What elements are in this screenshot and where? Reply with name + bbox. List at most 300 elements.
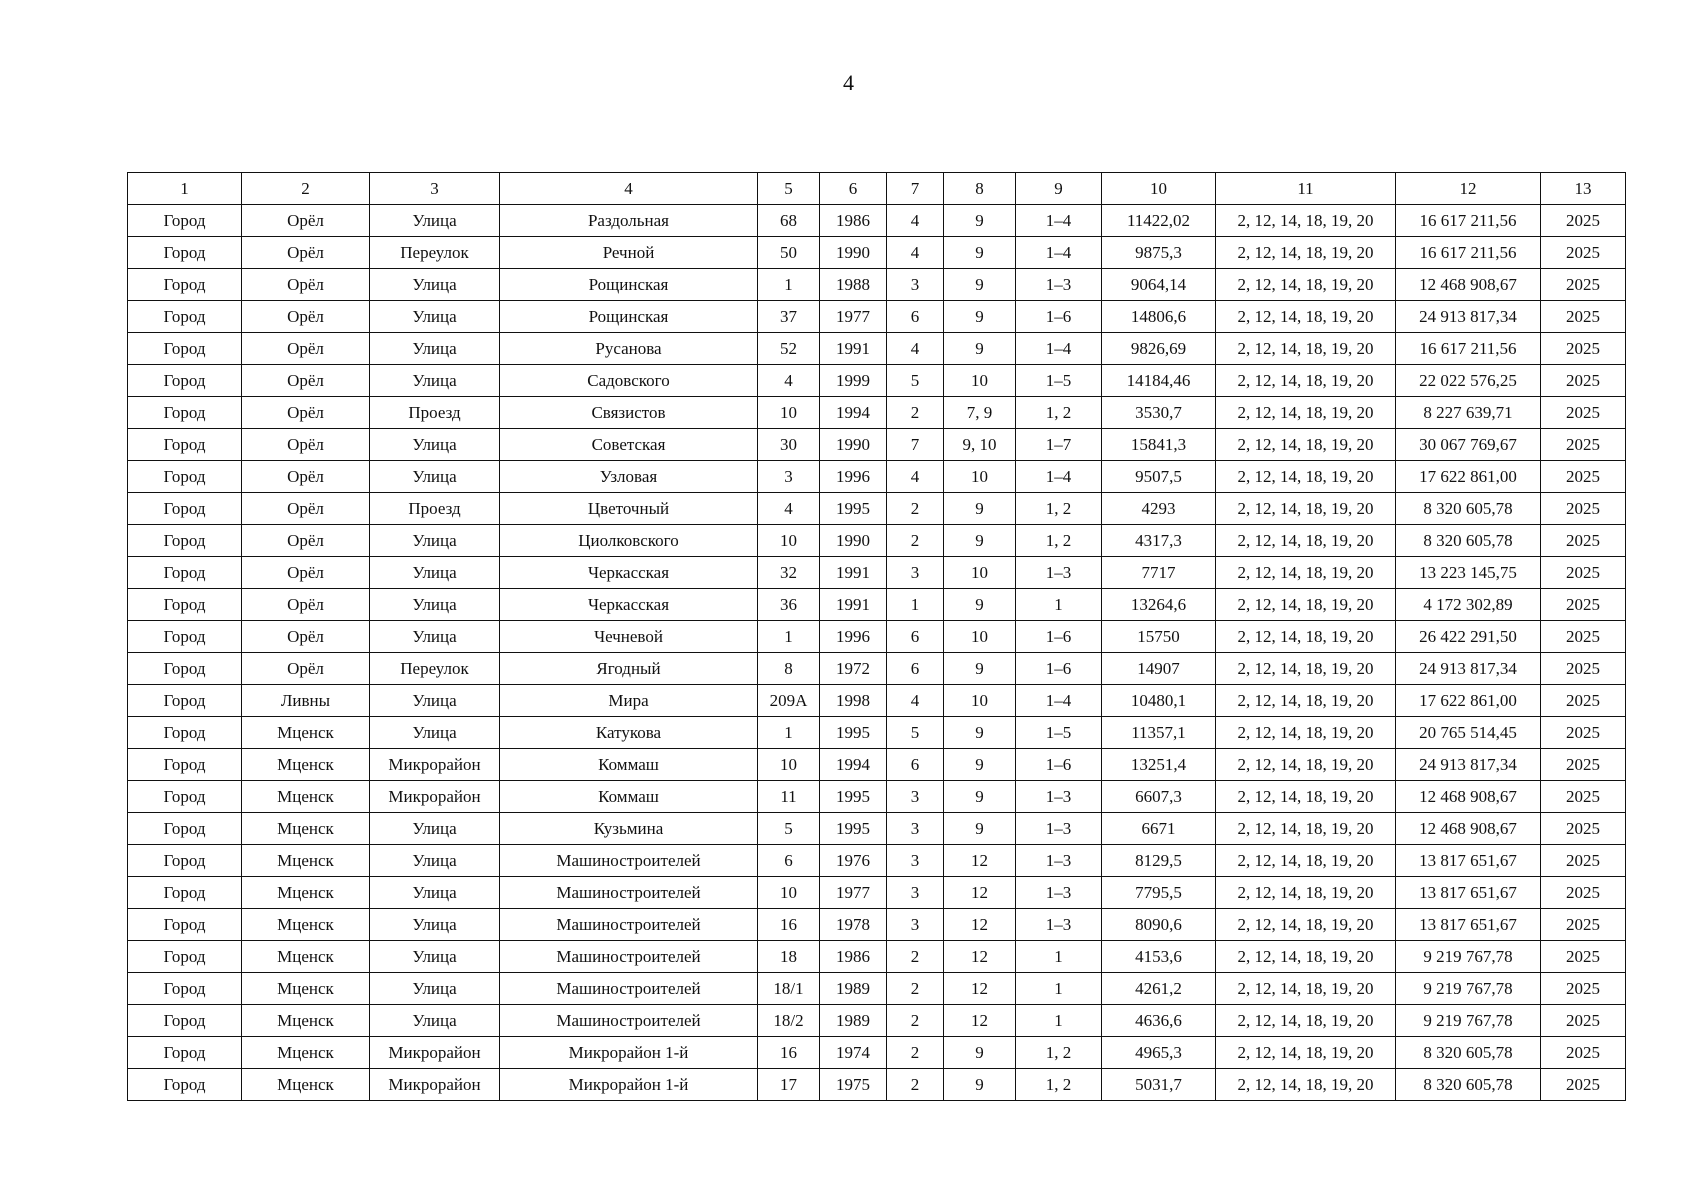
table-cell-col-4: Микрорайон 1-й	[500, 1037, 758, 1069]
table-cell-col-9: 1–3	[1016, 781, 1102, 813]
table-cell-col-1: Город	[128, 877, 242, 909]
table-cell-col-10: 9507,5	[1102, 461, 1216, 493]
table-cell-col-12: 8 320 605,78	[1396, 1037, 1541, 1069]
table-cell-col-4: Связистов	[500, 397, 758, 429]
table-cell-col-2: Мценск	[242, 781, 370, 813]
table-cell-col-12: 8 320 605,78	[1396, 493, 1541, 525]
table-cell-col-4: Катукова	[500, 717, 758, 749]
table-cell-col-3: Улица	[370, 909, 500, 941]
table-cell-col-3: Улица	[370, 589, 500, 621]
table-cell-col-10: 10480,1	[1102, 685, 1216, 717]
table-cell-col-1: Город	[128, 973, 242, 1005]
table-cell-col-6: 1999	[820, 365, 887, 397]
table-cell-col-13: 2025	[1541, 1069, 1626, 1101]
table-cell-col-3: Улица	[370, 1005, 500, 1037]
table-cell-col-12: 8 227 639,71	[1396, 397, 1541, 429]
table-cell-col-4: Чечневой	[500, 621, 758, 653]
table-cell-col-5: 17	[758, 1069, 820, 1101]
column-header-2: 2	[242, 173, 370, 205]
table-row	[128, 205, 1626, 237]
table-row	[128, 909, 1626, 941]
table-cell-col-6: 1990	[820, 237, 887, 269]
table-cell-col-2: Мценск	[242, 749, 370, 781]
table-row	[128, 877, 1626, 909]
table-row	[128, 845, 1626, 877]
table-row	[128, 941, 1626, 973]
table-row	[128, 365, 1626, 397]
table-cell-col-2: Мценск	[242, 1005, 370, 1037]
table-cell-col-8: 9	[944, 493, 1016, 525]
table-cell-col-13: 2025	[1541, 1005, 1626, 1037]
table-cell-col-12: 24 913 817,34	[1396, 301, 1541, 333]
table-cell-col-6: 1995	[820, 813, 887, 845]
table-cell-col-11: 2, 12, 14, 18, 19, 20	[1216, 205, 1396, 237]
table-cell-col-8: 12	[944, 941, 1016, 973]
table-cell-col-9: 1, 2	[1016, 397, 1102, 429]
table-cell-col-2: Мценск	[242, 1037, 370, 1069]
table-cell-col-11: 2, 12, 14, 18, 19, 20	[1216, 397, 1396, 429]
table-cell-col-10: 4636,6	[1102, 1005, 1216, 1037]
table-cell-col-5: 10	[758, 525, 820, 557]
table-cell-col-7: 3	[887, 557, 944, 589]
table-cell-col-7: 4	[887, 685, 944, 717]
table-cell-col-10: 8129,5	[1102, 845, 1216, 877]
table-cell-col-1: Город	[128, 653, 242, 685]
table-cell-col-4: Речной	[500, 237, 758, 269]
table-cell-col-3: Улица	[370, 621, 500, 653]
table-cell-col-6: 1990	[820, 429, 887, 461]
table-cell-col-11: 2, 12, 14, 18, 19, 20	[1216, 941, 1396, 973]
table-cell-col-6: 1989	[820, 1005, 887, 1037]
table-cell-col-10: 4293	[1102, 493, 1216, 525]
table-cell-col-3: Улица	[370, 685, 500, 717]
table-cell-col-8: 9	[944, 237, 1016, 269]
table-cell-col-6: 1995	[820, 717, 887, 749]
table-cell-col-4: Микрорайон 1-й	[500, 1069, 758, 1101]
table-cell-col-7: 3	[887, 269, 944, 301]
table-cell-col-11: 2, 12, 14, 18, 19, 20	[1216, 429, 1396, 461]
table-cell-col-3: Улица	[370, 269, 500, 301]
table-cell-col-1: Город	[128, 685, 242, 717]
table-cell-col-7: 2	[887, 973, 944, 1005]
table-cell-col-3: Улица	[370, 941, 500, 973]
table-row	[128, 1069, 1626, 1101]
table-cell-col-11: 2, 12, 14, 18, 19, 20	[1216, 717, 1396, 749]
table-cell-col-2: Орёл	[242, 301, 370, 333]
table-cell-col-9: 1–4	[1016, 461, 1102, 493]
table-cell-col-8: 9	[944, 205, 1016, 237]
table-cell-col-13: 2025	[1541, 493, 1626, 525]
table-cell-col-10: 15841,3	[1102, 429, 1216, 461]
table-cell-col-11: 2, 12, 14, 18, 19, 20	[1216, 333, 1396, 365]
table-cell-col-6: 1986	[820, 205, 887, 237]
table-cell-col-11: 2, 12, 14, 18, 19, 20	[1216, 461, 1396, 493]
table-cell-col-2: Орёл	[242, 365, 370, 397]
table-cell-col-4: Ягодный	[500, 653, 758, 685]
table-cell-col-3: Проезд	[370, 493, 500, 525]
table-cell-col-4: Машиностроителей	[500, 1005, 758, 1037]
table-cell-col-13: 2025	[1541, 1037, 1626, 1069]
table-cell-col-10: 14184,46	[1102, 365, 1216, 397]
table-row	[128, 269, 1626, 301]
table-cell-col-4: Рощинская	[500, 301, 758, 333]
table-cell-col-1: Город	[128, 749, 242, 781]
table-cell-col-10: 5031,7	[1102, 1069, 1216, 1101]
table-cell-col-2: Мценск	[242, 877, 370, 909]
table-cell-col-7: 2	[887, 525, 944, 557]
table-row	[128, 653, 1626, 685]
table-cell-col-11: 2, 12, 14, 18, 19, 20	[1216, 749, 1396, 781]
table-cell-col-1: Город	[128, 301, 242, 333]
table-cell-col-7: 1	[887, 589, 944, 621]
table-cell-col-2: Орёл	[242, 557, 370, 589]
table-cell-col-6: 1974	[820, 1037, 887, 1069]
table-cell-col-9: 1	[1016, 941, 1102, 973]
table-cell-col-13: 2025	[1541, 717, 1626, 749]
table-cell-col-5: 10	[758, 397, 820, 429]
table-cell-col-2: Ливны	[242, 685, 370, 717]
table-cell-col-2: Орёл	[242, 589, 370, 621]
column-header-3: 3	[370, 173, 500, 205]
table-cell-col-13: 2025	[1541, 397, 1626, 429]
table-cell-col-5: 37	[758, 301, 820, 333]
table-cell-col-5: 10	[758, 877, 820, 909]
table-row	[128, 301, 1626, 333]
table-cell-col-13: 2025	[1541, 429, 1626, 461]
table-cell-col-7: 3	[887, 845, 944, 877]
table-cell-col-1: Город	[128, 781, 242, 813]
table-cell-col-12: 30 067 769,67	[1396, 429, 1541, 461]
table-cell-col-12: 4 172 302,89	[1396, 589, 1541, 621]
table-cell-col-2: Мценск	[242, 973, 370, 1005]
table-cell-col-12: 26 422 291,50	[1396, 621, 1541, 653]
table-cell-col-9: 1–6	[1016, 653, 1102, 685]
table-cell-col-13: 2025	[1541, 973, 1626, 1005]
table-cell-col-7: 4	[887, 461, 944, 493]
table-cell-col-8: 9, 10	[944, 429, 1016, 461]
table-cell-col-13: 2025	[1541, 589, 1626, 621]
table-cell-col-3: Переулок	[370, 237, 500, 269]
table-cell-col-8: 9	[944, 301, 1016, 333]
table-cell-col-9: 1, 2	[1016, 1037, 1102, 1069]
table-cell-col-4: Циолковского	[500, 525, 758, 557]
table-cell-col-6: 1975	[820, 1069, 887, 1101]
table-cell-col-5: 6	[758, 845, 820, 877]
table-cell-col-9: 1–5	[1016, 365, 1102, 397]
table-row	[128, 237, 1626, 269]
table-cell-col-6: 1990	[820, 525, 887, 557]
table-cell-col-1: Город	[128, 493, 242, 525]
table-cell-col-6: 1996	[820, 621, 887, 653]
table-cell-col-1: Город	[128, 429, 242, 461]
table-cell-col-11: 2, 12, 14, 18, 19, 20	[1216, 909, 1396, 941]
table-cell-col-13: 2025	[1541, 621, 1626, 653]
column-header-12: 12	[1396, 173, 1541, 205]
table-cell-col-13: 2025	[1541, 845, 1626, 877]
table-cell-col-5: 4	[758, 365, 820, 397]
table-cell-col-1: Город	[128, 461, 242, 493]
table-row	[128, 621, 1626, 653]
column-header-5: 5	[758, 173, 820, 205]
table-cell-col-3: Улица	[370, 877, 500, 909]
table-cell-col-5: 1	[758, 717, 820, 749]
table-cell-col-5: 32	[758, 557, 820, 589]
table-cell-col-6: 1977	[820, 301, 887, 333]
table-cell-col-5: 30	[758, 429, 820, 461]
table-cell-col-9: 1–3	[1016, 845, 1102, 877]
table-cell-col-10: 6671	[1102, 813, 1216, 845]
table-cell-col-12: 8 320 605,78	[1396, 525, 1541, 557]
table-cell-col-2: Орёл	[242, 461, 370, 493]
column-header-9: 9	[1016, 173, 1102, 205]
table-cell-col-10: 7795,5	[1102, 877, 1216, 909]
table-cell-col-7: 2	[887, 493, 944, 525]
table-cell-col-1: Город	[128, 621, 242, 653]
table-row	[128, 685, 1626, 717]
table-cell-col-1: Город	[128, 525, 242, 557]
table-cell-col-9: 1–7	[1016, 429, 1102, 461]
table-cell-col-11: 2, 12, 14, 18, 19, 20	[1216, 685, 1396, 717]
table-cell-col-3: Улица	[370, 717, 500, 749]
table-cell-col-1: Город	[128, 1005, 242, 1037]
table-cell-col-7: 5	[887, 717, 944, 749]
table-cell-col-10: 4317,3	[1102, 525, 1216, 557]
table-cell-col-2: Орёл	[242, 493, 370, 525]
table-cell-col-12: 12 468 908,67	[1396, 781, 1541, 813]
table-cell-col-3: Улица	[370, 813, 500, 845]
table-cell-col-12: 9 219 767,78	[1396, 941, 1541, 973]
table-cell-col-4: Советская	[500, 429, 758, 461]
table-cell-col-8: 12	[944, 909, 1016, 941]
table-cell-col-6: 1995	[820, 493, 887, 525]
table-cell-col-3: Улица	[370, 301, 500, 333]
table-cell-col-3: Улица	[370, 845, 500, 877]
table-cell-col-8: 10	[944, 461, 1016, 493]
table-cell-col-8: 12	[944, 877, 1016, 909]
table-cell-col-3: Микрорайон	[370, 781, 500, 813]
table-cell-col-6: 1986	[820, 941, 887, 973]
table-cell-col-6: 1995	[820, 781, 887, 813]
table-row	[128, 461, 1626, 493]
table-cell-col-7: 3	[887, 909, 944, 941]
table-cell-col-7: 3	[887, 813, 944, 845]
table-cell-col-5: 18	[758, 941, 820, 973]
table-cell-col-3: Улица	[370, 365, 500, 397]
table-cell-col-9: 1–4	[1016, 237, 1102, 269]
table-cell-col-7: 2	[887, 1037, 944, 1069]
table-cell-col-8: 9	[944, 813, 1016, 845]
table-cell-col-5: 4	[758, 493, 820, 525]
table-cell-col-2: Мценск	[242, 845, 370, 877]
table-cell-col-8: 10	[944, 621, 1016, 653]
table-cell-col-7: 6	[887, 653, 944, 685]
table-cell-col-11: 2, 12, 14, 18, 19, 20	[1216, 1005, 1396, 1037]
table-cell-col-4: Черкасская	[500, 589, 758, 621]
table-cell-col-7: 6	[887, 301, 944, 333]
table-cell-col-12: 17 622 861,00	[1396, 461, 1541, 493]
table-cell-col-12: 16 617 211,56	[1396, 205, 1541, 237]
table-row	[128, 1037, 1626, 1069]
table-cell-col-9: 1	[1016, 1005, 1102, 1037]
table-cell-col-7: 4	[887, 333, 944, 365]
table-cell-col-8: 12	[944, 1005, 1016, 1037]
table-cell-col-4: Рощинская	[500, 269, 758, 301]
table-cell-col-2: Орёл	[242, 397, 370, 429]
table-row	[128, 557, 1626, 589]
table-cell-col-3: Микрорайон	[370, 1037, 500, 1069]
table-cell-col-8: 9	[944, 653, 1016, 685]
table-cell-col-5: 1	[758, 269, 820, 301]
table-cell-col-12: 24 913 817,34	[1396, 749, 1541, 781]
table-cell-col-13: 2025	[1541, 749, 1626, 781]
table-cell-col-10: 13264,6	[1102, 589, 1216, 621]
table-cell-col-6: 1994	[820, 397, 887, 429]
table-cell-col-2: Орёл	[242, 205, 370, 237]
table-cell-col-13: 2025	[1541, 269, 1626, 301]
table-cell-col-8: 9	[944, 1069, 1016, 1101]
table-cell-col-8: 12	[944, 845, 1016, 877]
table-cell-col-4: Цветочный	[500, 493, 758, 525]
table-cell-col-5: 3	[758, 461, 820, 493]
table-cell-col-4: Машиностроителей	[500, 941, 758, 973]
table-cell-col-8: 12	[944, 973, 1016, 1005]
column-header-4: 4	[500, 173, 758, 205]
table-cell-col-2: Орёл	[242, 269, 370, 301]
table-cell-col-11: 2, 12, 14, 18, 19, 20	[1216, 813, 1396, 845]
table-cell-col-1: Город	[128, 1069, 242, 1101]
table-cell-col-10: 7717	[1102, 557, 1216, 589]
table-cell-col-11: 2, 12, 14, 18, 19, 20	[1216, 973, 1396, 1005]
table-cell-col-2: Орёл	[242, 525, 370, 557]
table-cell-col-1: Город	[128, 1037, 242, 1069]
table-cell-col-2: Орёл	[242, 237, 370, 269]
table-cell-col-2: Орёл	[242, 621, 370, 653]
table-cell-col-8: 9	[944, 269, 1016, 301]
table-cell-col-6: 1996	[820, 461, 887, 493]
table-cell-col-5: 68	[758, 205, 820, 237]
table-cell-col-11: 2, 12, 14, 18, 19, 20	[1216, 781, 1396, 813]
column-header-10: 10	[1102, 173, 1216, 205]
table-cell-col-7: 7	[887, 429, 944, 461]
table-cell-col-3: Улица	[370, 461, 500, 493]
table-cell-col-6: 1988	[820, 269, 887, 301]
table-cell-col-7: 2	[887, 941, 944, 973]
table-cell-col-3: Улица	[370, 557, 500, 589]
table-cell-col-13: 2025	[1541, 813, 1626, 845]
table-row	[128, 973, 1626, 1005]
table-cell-col-4: Раздольная	[500, 205, 758, 237]
table-cell-col-8: 10	[944, 685, 1016, 717]
table-cell-col-9: 1–6	[1016, 621, 1102, 653]
table-cell-col-3: Микрорайон	[370, 749, 500, 781]
table-cell-col-9: 1–4	[1016, 685, 1102, 717]
table-cell-col-10: 9064,14	[1102, 269, 1216, 301]
table-cell-col-5: 18/1	[758, 973, 820, 1005]
table-cell-col-6: 1991	[820, 333, 887, 365]
column-header-13: 13	[1541, 173, 1626, 205]
table-cell-col-8: 9	[944, 717, 1016, 749]
table-cell-col-10: 4153,6	[1102, 941, 1216, 973]
table-cell-col-9: 1, 2	[1016, 493, 1102, 525]
table-cell-col-12: 12 468 908,67	[1396, 813, 1541, 845]
header-row	[128, 173, 1626, 205]
table-cell-col-8: 9	[944, 525, 1016, 557]
table-cell-col-12: 20 765 514,45	[1396, 717, 1541, 749]
table-cell-col-3: Проезд	[370, 397, 500, 429]
table-cell-col-7: 4	[887, 237, 944, 269]
table-cell-col-5: 50	[758, 237, 820, 269]
table-cell-col-11: 2, 12, 14, 18, 19, 20	[1216, 269, 1396, 301]
table-cell-col-10: 15750	[1102, 621, 1216, 653]
table-cell-col-9: 1–3	[1016, 557, 1102, 589]
table-cell-col-12: 24 913 817,34	[1396, 653, 1541, 685]
table-cell-col-6: 1977	[820, 877, 887, 909]
table-cell-col-11: 2, 12, 14, 18, 19, 20	[1216, 493, 1396, 525]
table-cell-col-4: Мира	[500, 685, 758, 717]
table-cell-col-8: 9	[944, 749, 1016, 781]
table-cell-col-12: 13 223 145,75	[1396, 557, 1541, 589]
table-cell-col-5: 209А	[758, 685, 820, 717]
table-cell-col-13: 2025	[1541, 333, 1626, 365]
table-cell-col-5: 10	[758, 749, 820, 781]
table-cell-col-3: Микрорайон	[370, 1069, 500, 1101]
table-cell-col-8: 9	[944, 333, 1016, 365]
table-cell-col-3: Улица	[370, 205, 500, 237]
table-cell-col-5: 1	[758, 621, 820, 653]
table-row	[128, 525, 1626, 557]
table-cell-col-9: 1–3	[1016, 813, 1102, 845]
table-cell-col-13: 2025	[1541, 557, 1626, 589]
table-cell-col-7: 6	[887, 749, 944, 781]
table-cell-col-13: 2025	[1541, 941, 1626, 973]
table-cell-col-10: 14806,6	[1102, 301, 1216, 333]
table-cell-col-12: 16 617 211,56	[1396, 237, 1541, 269]
table-cell-col-13: 2025	[1541, 461, 1626, 493]
table-cell-col-1: Город	[128, 717, 242, 749]
column-header-11: 11	[1216, 173, 1396, 205]
table-cell-col-3: Улица	[370, 429, 500, 461]
table-cell-col-10: 11422,02	[1102, 205, 1216, 237]
table-cell-col-4: Кузьмина	[500, 813, 758, 845]
table-cell-col-2: Мценск	[242, 1069, 370, 1101]
table-cell-col-1: Город	[128, 557, 242, 589]
table-cell-col-8: 10	[944, 557, 1016, 589]
table-row	[128, 813, 1626, 845]
table-cell-col-2: Мценск	[242, 941, 370, 973]
table-cell-col-9: 1–4	[1016, 333, 1102, 365]
table-cell-col-5: 16	[758, 909, 820, 941]
table-body	[128, 205, 1626, 1101]
table-cell-col-3: Улица	[370, 973, 500, 1005]
table-row	[128, 429, 1626, 461]
table-cell-col-6: 1994	[820, 749, 887, 781]
table-cell-col-4: Коммаш	[500, 781, 758, 813]
table-cell-col-7: 3	[887, 877, 944, 909]
table-cell-col-12: 13 817 651,67	[1396, 909, 1541, 941]
table-cell-col-4: Машиностроителей	[500, 845, 758, 877]
table-cell-col-1: Город	[128, 205, 242, 237]
table-cell-col-7: 3	[887, 781, 944, 813]
table-cell-col-5: 18/2	[758, 1005, 820, 1037]
table-cell-col-9: 1–5	[1016, 717, 1102, 749]
table-cell-col-2: Мценск	[242, 813, 370, 845]
table-row	[128, 749, 1626, 781]
table-row	[128, 333, 1626, 365]
table-cell-col-1: Город	[128, 269, 242, 301]
table-cell-col-11: 2, 12, 14, 18, 19, 20	[1216, 557, 1396, 589]
table-cell-col-13: 2025	[1541, 909, 1626, 941]
table-cell-col-7: 2	[887, 1069, 944, 1101]
